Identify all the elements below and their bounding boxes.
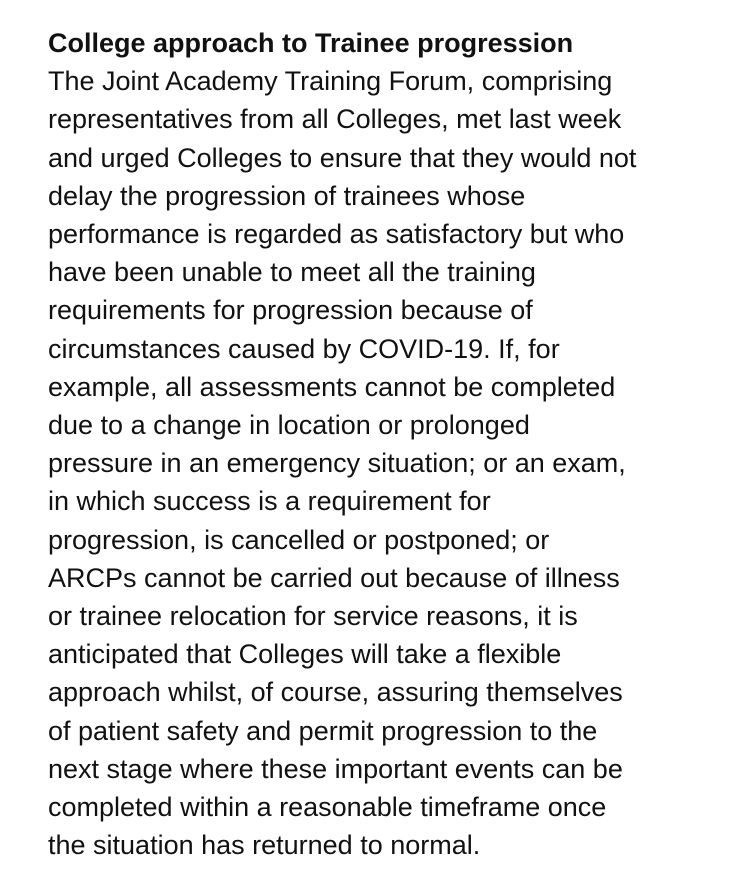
paragraph-line: progression, is cancelled or postponed; or — [48, 524, 550, 555]
article-heading: College approach to Trainee progression — [48, 28, 574, 58]
paragraph-line: next stage where these important events can be — [48, 753, 623, 784]
paragraph-line: and urged Colleges to ensure that they would not — [48, 142, 637, 173]
paragraph-line: have been unable to meet all the training — [48, 257, 536, 288]
paragraph-line: due to a change in location or prolonged — [48, 410, 530, 441]
paragraph-line: requirements for progression because of — [48, 295, 533, 326]
paragraph-line: in which success is a requirement for — [48, 486, 491, 517]
article — [48, 24, 738, 864]
paragraph-line: The Joint Academy Training Forum, comprising — [48, 66, 613, 97]
paragraph-line: of patient safety and permit progression to the — [48, 715, 598, 746]
paragraph-line: the situation has returned to normal. — [48, 830, 481, 861]
paragraph-line: completed within a reasonable timeframe once — [48, 792, 607, 823]
paragraph-line: delay the progression of trainees whose — [48, 180, 526, 211]
paragraph-line: circumstances caused by COVID-19. If, for — [48, 333, 560, 364]
paragraph-line: performance is regarded as satisfactory but who — [48, 219, 625, 250]
paragraph-line: representatives from all Colleges, met last week — [48, 104, 622, 135]
paragraph-line: anticipated that Colleges will take a flexible — [48, 639, 562, 670]
paragraph-line: pressure in an emergency situation; or an exam, — [48, 448, 626, 479]
paragraph-line: ARCPs cannot be carried out because of illness — [48, 562, 620, 593]
paragraph-line: or trainee relocation for service reasons, it is — [48, 601, 578, 632]
paragraph-line: approach whilst, of course, assuring themselves — [48, 677, 623, 708]
paragraph-line: example, all assessments cannot be completed — [48, 371, 616, 402]
article-paragraph — [48, 62, 738, 864]
